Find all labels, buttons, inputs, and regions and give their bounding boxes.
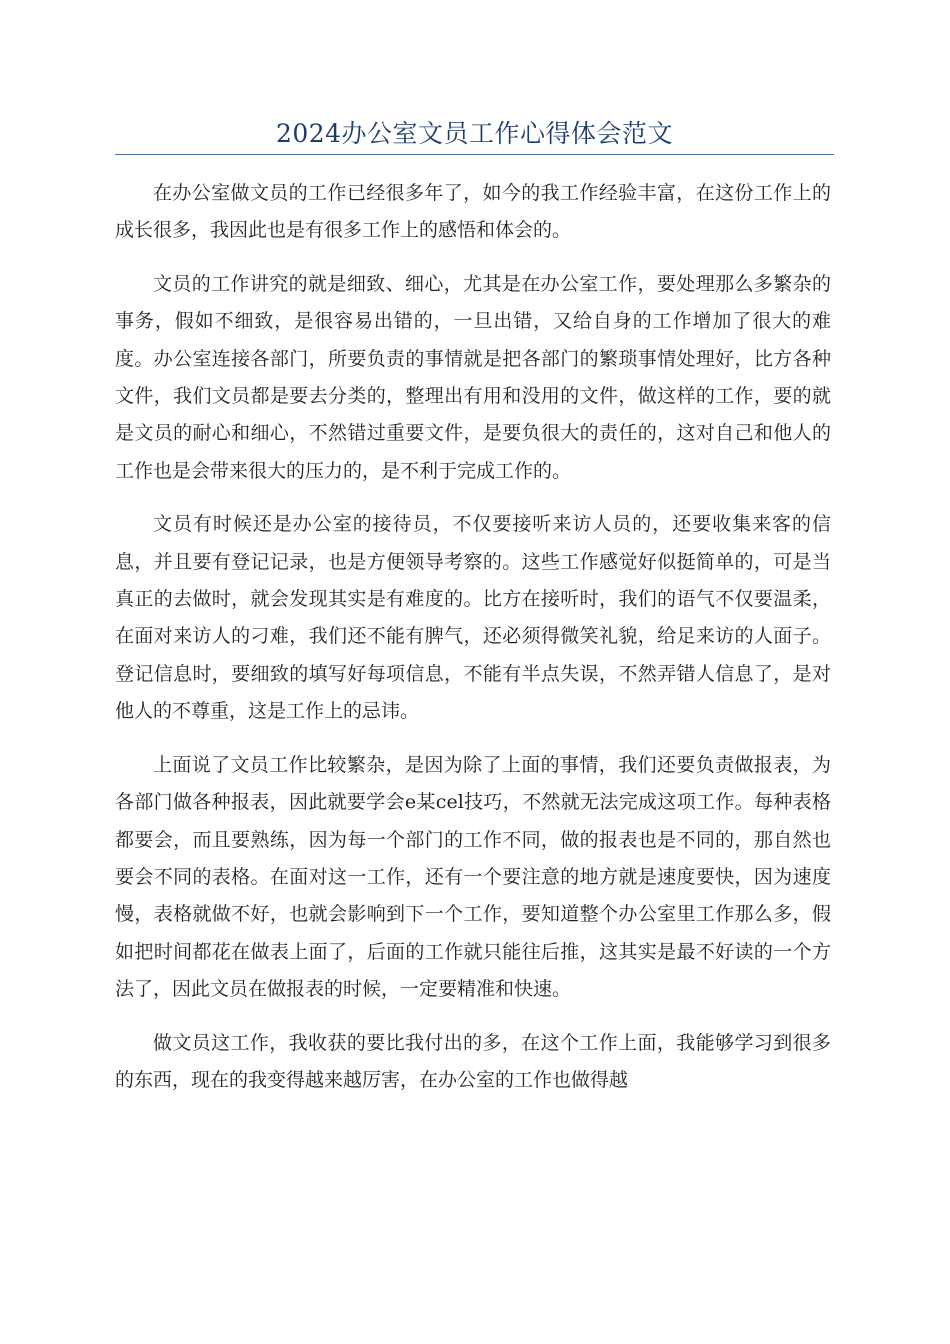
paragraph: 文员的工作讲究的就是细致、细心，尤其是在办公室工作，要处理那么多繁杂的事务，假如不细致，是很容易出错的，一旦出错，又给自身的工作增加了很大的难度。办公室连接各部门，所要负责的事情就是把各部门的繁琐事情处理好，比方各种文件，我们文员都是要去分类的，整理出有用和没用的文件，做这样的工作，要的就是文员的耐心和细心，不然错过重要文件，是要负很大的责任的，这对自己和他人的工作也是会带来很大的压力的，是不利于完成工作的。: [115, 272, 831, 482]
paragraph: 在办公室做文员的工作已经很多年了，如今的我工作经验丰富，在这份工作上的成长很多，我因此也是有很多工作上的感悟和体会的。: [115, 182, 831, 242]
document-body: [115, 175, 831, 1115]
document-title: 2024办公室文员工作心得体会范文: [275, 119, 674, 148]
paragraph: 做文员这工作，我收获的要比我付出的多，在这个工作上面，我能够学习到很多的东西，现在的我变得越来越厉害，在办公室的工作也做得越: [115, 1031, 831, 1091]
title-underline: [115, 154, 834, 155]
paragraph: 文员有时候还是办公室的接待员，不仅要接听来访人员的，还要收集来客的信息，并且要有登记记录，也是方便领导考察的。这些工作感觉好似挺简单的，可是当真正的去做时，就会发现其实是有难度的。比方在接听时，我们的语气不仅要温柔，在面对来访人的刁难，我们还不能有脾气，还必须得微笑礼貌，给足来访的人面子。登记信息时，要细致的填写好每项信息，不能有半点失误，不然弄错人信息了，是对他人的不尊重，这是工作上的忌讳。: [115, 513, 831, 723]
paragraph: 上面说了文员工作比较繁杂，是因为除了上面的事情，我们还要负责做报表，为各部门做各种报表，因此就要学会e某cel技巧，不然就无法完成这项工作。每种表格都要会，而且要熟练，因为每一个部门的工作不同，做的报表也是不同的，那自然也要会不同的表格。在面对这一工作，还有一个要注意的地方就是速度要快，因为速度慢，表格就做不好，也就会影响到下一个工作，要知道整个办公室里工作那么多，假如把时间都花在做表上面了，后面的工作就只能往后推，这其实是最不好读的一个方法了，因此文员在做报表的时候，一定要精准和快速。: [115, 753, 831, 1001]
